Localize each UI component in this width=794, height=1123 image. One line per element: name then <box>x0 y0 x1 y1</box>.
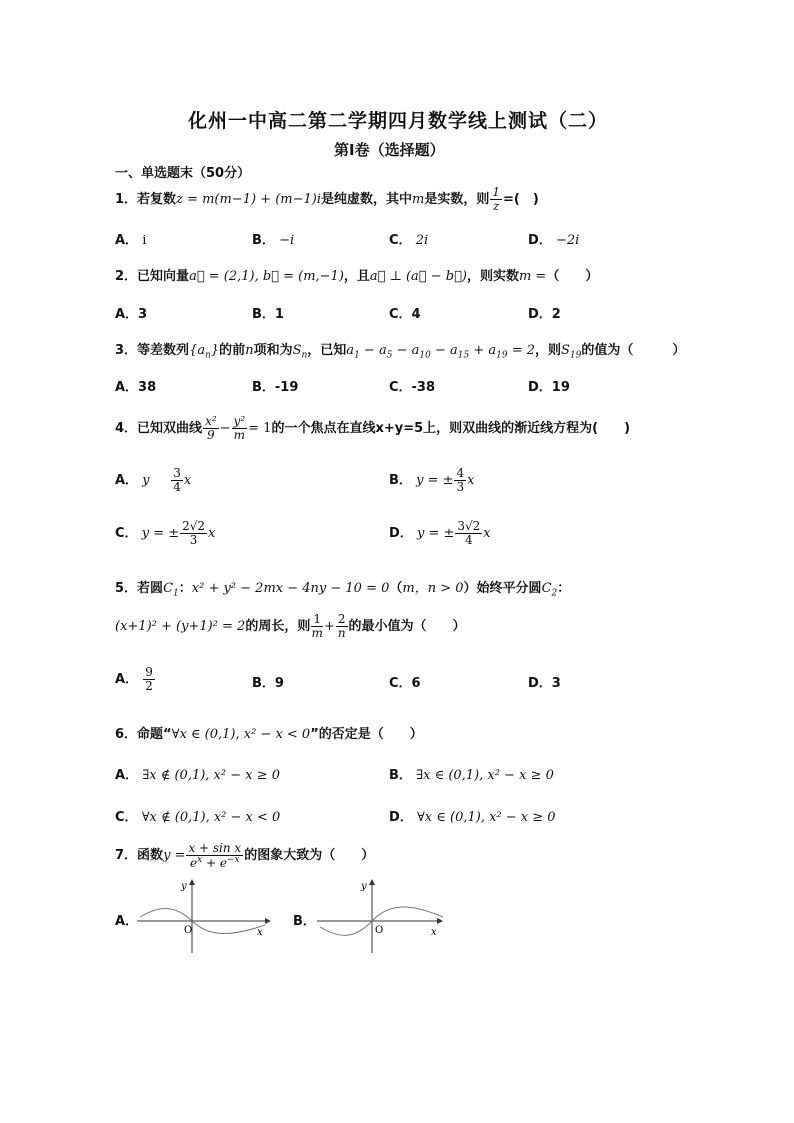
question-5-line-2: (x+1)² + (y+1)² = 2的周长，则 $\frac{1}{m}$ + $\frac{2}{n}$ 的最小值为（ ） <box>115 612 466 640</box>
question-7: 7．函数y = $\frac{\text{x + sin x}}{e^x + e^{-x}}$ 的图象大致为（ ） <box>115 840 375 870</box>
q4-option-c[interactable]: C． y = ± $\frac{2√2}{3}$ x <box>115 519 216 547</box>
q1-fraction: $\frac{1}{z}$ <box>492 185 500 213</box>
q4-option-b[interactable]: B． y = ± $\frac{4}{3}$ x <box>389 466 475 494</box>
q4-option-d[interactable]: D． y = ± $\frac{3√2}{4}$ x <box>389 519 491 547</box>
page-title: 化州一中高二第二学期四月数学线上测试（二） <box>188 110 609 132</box>
q7-graph-a <box>135 875 275 955</box>
q6-option-c[interactable]: C． ∀x ∉ (0,1), x² − x < 0 <box>115 810 281 825</box>
q4-option-a[interactable]: A． y $\frac{3}{4}$ x <box>115 466 192 494</box>
question-4: 4．已知双曲线 $\frac{\text{x²}}{9}$ − $\frac{\text{y²}}{m}$ = 1的一个焦点在直线x+y=5上，则双曲线的渐近线方程为( ) <box>115 414 631 442</box>
section-title: 一、单选题末（50分） <box>115 166 251 181</box>
q7-option-a[interactable]: A． <box>115 914 139 929</box>
q6-option-a[interactable]: A． ∃x ∉ (0,1), x² − x ≥ 0 <box>115 768 281 783</box>
q2-condition: a⃗ ⊥ (a⃗ − b⃗) <box>369 269 467 284</box>
q5-circle-2: (x+1)² + (y+1)² = 2 <box>115 619 246 634</box>
question-3: 3．等差数列$\{a_n\}$的前n项和为$S_n$，已知$a_1 - a_5 - a_{10} - a_{15} + a_{19} = 2$，则$S_{19}$的值为（ ） <box>115 343 686 361</box>
q3-option-d[interactable]: D．19 <box>528 380 570 395</box>
q1-option-d[interactable]: D． −2i <box>528 233 580 248</box>
q2-option-b[interactable]: B．1 <box>252 307 284 322</box>
q5-option-c[interactable]: C．6 <box>389 676 421 691</box>
q7-graph-b <box>315 875 455 955</box>
q1-option-b[interactable]: B． −i <box>252 233 295 248</box>
svg-text:y: y <box>181 881 187 892</box>
q6-option-d[interactable]: D． ∀x ∈ (0,1), x² − x ≥ 0 <box>389 810 556 825</box>
q2-option-d[interactable]: D．2 <box>528 307 561 322</box>
q1-option-c[interactable]: C． 2i <box>389 233 429 248</box>
q2-option-c[interactable]: C．4 <box>389 307 421 322</box>
question-2: 2．已知向量a⃗ = (2,1), b⃗ = (m,−1)，且a⃗ ⊥ (a⃗ − b⃗)，则实数m =（ ） <box>115 269 599 284</box>
svg-text:x: x <box>257 927 263 938</box>
q3-formula: $a_1 - a_5 - a_{10} - a_{15} + a_{19} = 2$ <box>346 343 536 361</box>
q1-formula: z = m(m−1) + (m−1)i <box>176 192 321 207</box>
q5-option-a[interactable]: A． $\frac{9}{2}$ <box>115 665 153 693</box>
volume-title: 第Ⅰ卷（选择题） <box>334 141 445 159</box>
q3-option-a[interactable]: A．38 <box>115 380 157 395</box>
question-5: 5．若圆$C_1$：x² + y² − 2mx − 4ny − 10 = 0（m，n > 0）始终平分圆$C_2$： <box>115 581 571 599</box>
q5-circle-1: x² + y² − 2mx − 4ny − 10 = 0 <box>191 581 390 596</box>
question-6: 6．命题“∀x ∈ (0,1), x² − x < 0”的否定是（ ） <box>115 727 423 742</box>
q3-option-b[interactable]: B．-19 <box>252 380 299 395</box>
q5-option-d[interactable]: D．3 <box>528 676 561 691</box>
q2-vectors: a⃗ = (2,1), b⃗ = (m,−1) <box>189 269 344 284</box>
svg-text:y: y <box>361 881 367 892</box>
q7-option-b[interactable]: B． <box>293 914 316 929</box>
q2-option-a[interactable]: A．3 <box>115 307 148 322</box>
q3-option-c[interactable]: C．-38 <box>389 380 436 395</box>
q6-option-b[interactable]: B． ∃x ∈ (0,1), x² − x ≥ 0 <box>389 768 554 783</box>
q1-option-a[interactable]: A． i <box>115 233 147 248</box>
svg-text:x: x <box>431 927 437 938</box>
svg-text:O: O <box>375 925 384 936</box>
svg-text:O: O <box>184 925 193 936</box>
question-1: 1．若复数z = m(m−1) + (m−1)i是纯虚数，其中m是实数，则 $\frac{1}{z}$ =( ) <box>115 185 539 213</box>
q5-option-b[interactable]: B．9 <box>252 676 284 691</box>
